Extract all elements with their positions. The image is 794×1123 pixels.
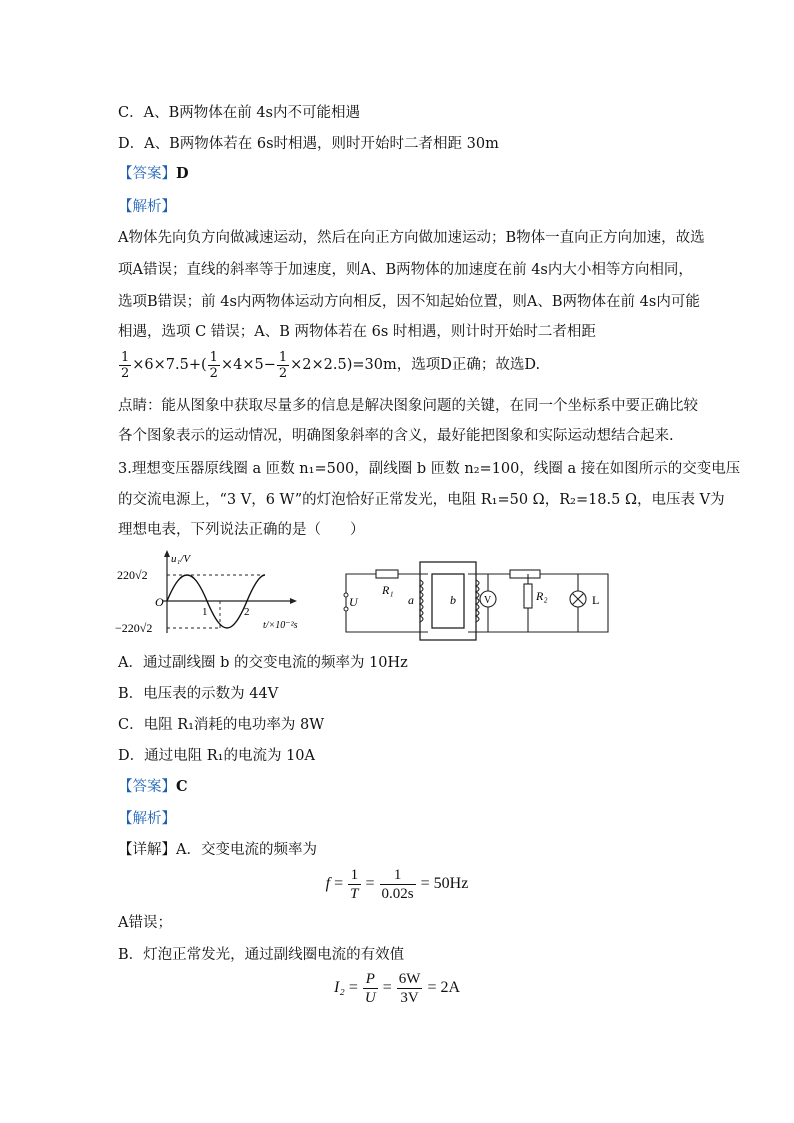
fraction-half: $\frac{1}{2}$ — [121, 349, 130, 381]
q3-answer — [118, 777, 188, 797]
q2-analysis-line-3: 选项B错误；前 4s内两物体运动方向相反，因不知起始位置，则A、B两物体在前 4s内可能 — [118, 294, 700, 310]
circuit-label-l: L — [592, 593, 600, 607]
eq1-fraction-1: $\frac{1}{T}$ — [350, 867, 359, 902]
q2-answer — [118, 164, 189, 184]
q2-comment-line-1: 点睛：能从图象中获取尽量多的信息是解决图象问题的关键，在同一个坐标系中要正确比较 — [118, 398, 698, 414]
q3-stem-line-1: 3.理想变压器原线圈 a 匝数 n₁=500，副线圈 b 匝数 n₂=100，线圈 a 接在如图所示的交变电压 — [118, 461, 741, 477]
q3-option-c: C．电阻 R₁消耗的电功率为 8W — [118, 717, 325, 733]
answer-tag: 【答案】 — [118, 779, 176, 795]
q3-detail-a: 【详解】A．交变电流的频率为 — [118, 842, 317, 858]
circuit-label-r2: R₂ — [536, 589, 548, 603]
q3-stem-line-3: 理想电表，下列说法正确的是（ ） — [118, 522, 365, 538]
q3-option-b: B．电压表的示数为 44V — [118, 686, 279, 702]
q3-option-a: A．通过副线圈 b 的交变电流的频率为 10Hz — [118, 655, 408, 671]
equation-frequency: f = $\frac{1}{T}$ = $\frac{1}{0.02s}$ = 50Hz — [325, 867, 469, 902]
graph-tick-2: 2 — [244, 606, 250, 618]
circuit-label-v: V — [484, 595, 492, 606]
voltage-time-graph — [115, 548, 305, 643]
circuit-label-u: U — [349, 595, 358, 609]
fraction-half: $\frac{1}{2}$ — [278, 349, 288, 381]
q3-analysis-tag: 【解析】 — [118, 811, 176, 827]
circuit-label-a: a — [408, 593, 414, 607]
eq1-fraction-2: $\frac{1}{0.02s}$ — [381, 867, 414, 902]
eq1-lhs: f — [325, 875, 331, 893]
q2-option-d: D．A、B两物体若在 6s时相遇，则时开始时二者相距 30m — [118, 136, 499, 152]
answer-tag: 【答案】 — [118, 166, 176, 182]
q3-stem-line-2: 的交流电源上，“3 V，6 W”的灯泡恰好正常发光，电阻 R₁=50 Ω，R₂=18.5 Ω，电压表 V为 — [118, 492, 725, 508]
answer-value: C — [176, 778, 188, 795]
answer-value: D — [176, 165, 189, 182]
graph-origin-label: O — [155, 595, 164, 609]
q2-analysis-line-1: A物体先向负方向做减速运动，然后在向正方向做加速运动；B物体一直向正方向加速，故选 — [118, 230, 705, 246]
circuit-label-b: b — [450, 593, 456, 607]
eq2-fraction-1: $\frac{P}{U}$ — [364, 971, 376, 1006]
graph-y-bottom-label: −220√2 — [115, 621, 153, 635]
eq2-fraction-2: $\frac{6W}{3V}$ — [398, 971, 421, 1006]
q2-analysis-line-2: 项A错误；直线的斜率等于加速度，则A、B两物体的加速度在前 4s内大小相等方向相同， — [118, 262, 693, 278]
q3-detail-b: B．灯泡正常发光，通过副线圈电流的有效值 — [118, 947, 405, 963]
q3-option-d: D．通过电阻 R₁的电流为 10A — [118, 748, 315, 764]
transformer-circuit-diagram — [338, 554, 620, 646]
q2-analysis-line-4: 相遇，选项 C 错误；A、B 两物体若在 6s 时相遇，则计时开始时二者相距 — [118, 324, 596, 340]
fraction-half: $\frac{1}{2}$ — [209, 349, 218, 381]
circuit-label-r1: R₁ — [382, 583, 394, 597]
q2-comment-line-2: 各个图象表示的运动情况，明确图象斜率的含义，最好能把图象和实际运动想结合起来. — [118, 428, 674, 444]
eq1-rhs: 50Hz — [433, 875, 469, 893]
equation-current: I₂ = $\frac{P}{U}$ = $\frac{6W}{3V}$ = 2A — [333, 971, 461, 1006]
graph-x-axis-label: t/×10⁻²s — [263, 620, 298, 631]
q2-formula-line: $\frac{1}{2}$ ×6×7.5+( $\frac{1}{2}$ ×4×5− $\frac{1}{2}$ ×2×2.5)=30m，选项D正确；故选D. — [121, 349, 541, 381]
q2-analysis-tag: 【解析】 — [118, 199, 176, 215]
graph-tick-1: 1 — [202, 606, 208, 618]
eq2-lhs: I₂ — [333, 979, 345, 997]
eq2-rhs: 2A — [440, 979, 461, 997]
graph-y-axis-label: u₁/V — [171, 553, 191, 565]
graph-y-top-label: 220√2 — [117, 568, 148, 582]
q2-option-c: C．A、B两物体在前 4s内不可能相遇 — [118, 105, 360, 121]
q3-a-wrong: A错误； — [118, 915, 172, 931]
q2-formula-tail: =30m，选项D正确；故选D. — [352, 357, 541, 373]
